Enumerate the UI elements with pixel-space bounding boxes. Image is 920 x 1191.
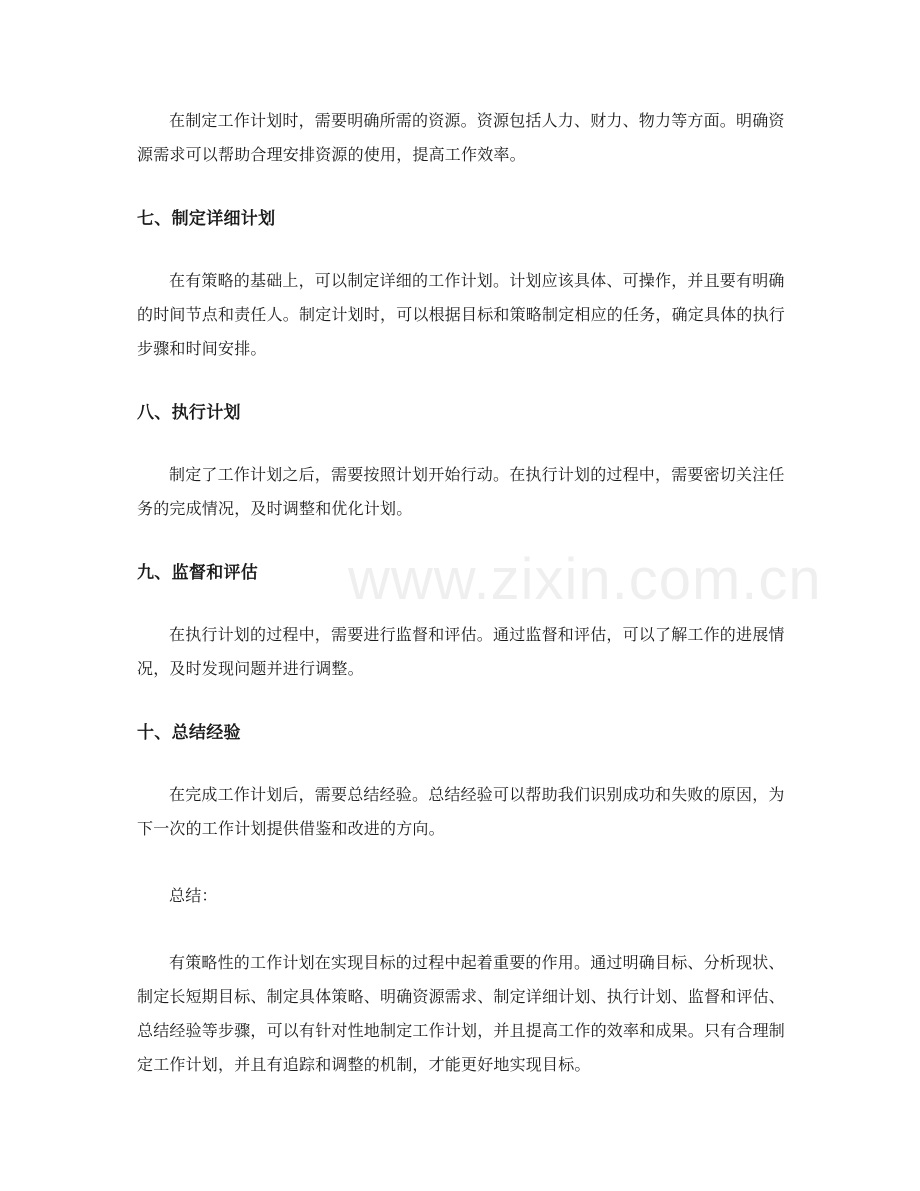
watermark-text: www.zixin.com.cn	[348, 547, 822, 612]
paragraph-monitor-evaluate: 在执行计划的过程中，需要进行监督和评估。通过监督和评估，可以了解工作的进展情况，及时发现问题并进行调整。	[137, 625, 785, 678]
paragraph-resource-needs: 在制定工作计划时，需要明确所需的资源。资源包括人力、财力、物力等方面。明确资源需求可以帮助合理安排资源的使用，提高工作效率。	[137, 111, 785, 164]
paragraph-detailed-plan: 在有策略的基础上，可以制定详细的工作计划。计划应该具体、可操作，并且要有明确的时间节点和责任人。制定计划时，可以根据目标和策略制定相应的任务，确定具体的执行步骤和时间安排。	[137, 271, 786, 358]
paragraph-summary: 有策略性的工作计划在实现目标的过程中起着重要的作用。通过明确目标、分析现状、制定长短期目标、制定具体策略、明确资源需求、制定详细计划、执行计划、监督和评估、总结经验等步骤，可以有针对性地制定工作计划，并且提高工作的效率和成果。只有合理制定工作计划，并且有追踪和调整的机制，才能更好地实现目标。	[137, 953, 786, 1074]
paragraph-execute-plan: 制定了工作计划之后，需要按照计划开始行动。在执行计划的过程中，需要密切关注任务的完成情况，及时调整和优化计划。	[137, 465, 785, 518]
section-heading-8: 八、执行计划	[137, 403, 241, 423]
paragraph-summarize-experience: 在完成工作计划后，需要总结经验。总结经验可以帮助我们识别成功和失败的原因，为下一次的工作计划提供借鉴和改进的方向。	[137, 785, 785, 838]
section-heading-10: 十、总结经验	[137, 723, 241, 743]
summary-label: 总结：	[169, 886, 218, 905]
document-body	[137, 104, 785, 1115]
section-heading-7: 七、制定详细计划	[137, 209, 276, 229]
section-heading-9: 九、监督和评估	[137, 563, 259, 583]
